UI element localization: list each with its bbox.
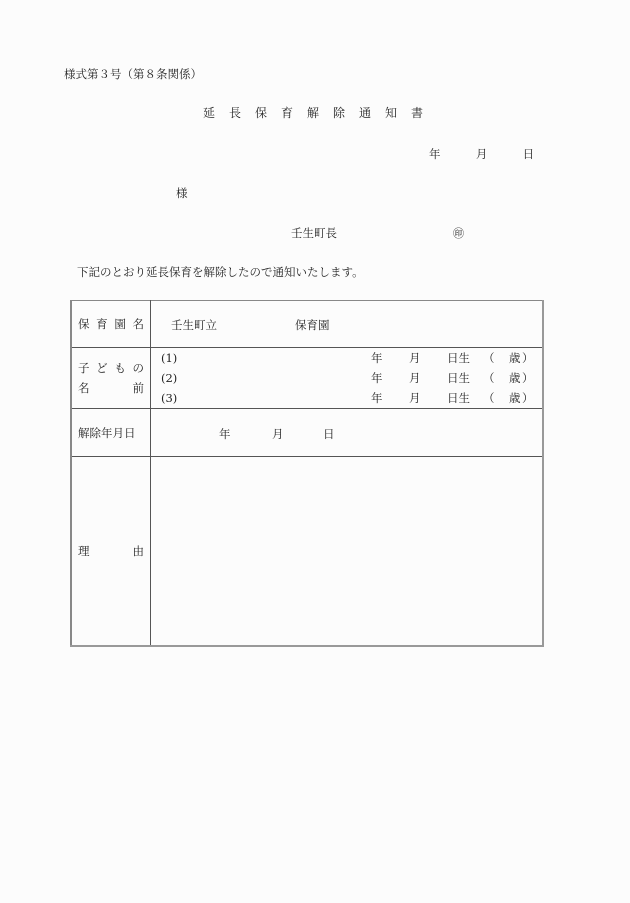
table-row-nursery xyxy=(71,301,543,348)
table-row-reason xyxy=(71,457,543,646)
birth-day: 日生 xyxy=(447,351,470,366)
label-char: も xyxy=(114,361,126,376)
label-char: 名 xyxy=(78,381,90,396)
notice-form-table xyxy=(70,300,544,647)
birth-day: 日生 xyxy=(447,391,470,406)
release-day: 日 xyxy=(323,427,335,442)
reason-field[interactable] xyxy=(151,457,544,646)
label-char: の xyxy=(132,361,144,376)
nursery-name-label xyxy=(71,301,151,348)
age-unit: 歳 xyxy=(509,351,521,366)
label-char: 育 xyxy=(96,317,108,332)
release-date-label-text: 解除年月日 xyxy=(78,425,136,440)
label-char: 前 xyxy=(132,381,144,396)
label-char: 名 xyxy=(132,317,144,332)
label-char: ど xyxy=(96,361,108,376)
child-index: (3) xyxy=(161,391,178,406)
age-unit: 歳 xyxy=(509,391,521,406)
age-open-paren: （ xyxy=(483,391,495,406)
child-index: (2) xyxy=(161,371,178,386)
label-char: 保 xyxy=(78,317,90,332)
label-char: 子 xyxy=(78,361,90,376)
release-year: 年 xyxy=(219,427,231,442)
birth-day: 日生 xyxy=(447,371,470,386)
release-date-field[interactable] xyxy=(151,409,544,457)
child-entry-1[interactable] xyxy=(151,348,542,368)
addressee-honorific: 様 xyxy=(176,186,188,200)
label-char: 園 xyxy=(114,317,126,332)
issue-date-day: 日 xyxy=(522,147,535,161)
release-date-label xyxy=(71,409,151,457)
reason-label xyxy=(71,457,151,646)
age-open-paren: （ xyxy=(483,371,495,386)
birth-year: 年 xyxy=(371,371,383,386)
age-open-paren: （ xyxy=(483,351,495,366)
age-unit: 歳 xyxy=(509,371,521,386)
label-char: 由 xyxy=(132,544,144,559)
table-row-children xyxy=(71,348,543,409)
child-entry-2[interactable] xyxy=(151,368,542,388)
document-title: 延長保育解除通知書 xyxy=(203,106,438,120)
birth-month: 月 xyxy=(409,351,421,366)
notice-body-text: 下記のとおり延長保育を解除したので通知いたします。 xyxy=(77,265,364,279)
birth-year: 年 xyxy=(371,391,383,406)
issuer-name: 壬生町長 xyxy=(291,226,337,240)
issue-date-month: 月 xyxy=(475,147,488,161)
table-row-release-date xyxy=(71,409,543,457)
nursery-name-field[interactable] xyxy=(151,301,544,348)
birth-year: 年 xyxy=(371,351,383,366)
age-close-paren: ） xyxy=(522,371,534,386)
age-close-paren: ） xyxy=(522,391,534,406)
seal-icon: ㊞ xyxy=(453,227,464,240)
child-entry-3[interactable] xyxy=(151,388,542,408)
birth-month: 月 xyxy=(409,391,421,406)
birth-month: 月 xyxy=(409,371,421,386)
release-month: 月 xyxy=(272,427,284,442)
children-field[interactable] xyxy=(151,348,544,409)
issue-date xyxy=(429,146,534,162)
age-close-paren: ） xyxy=(522,351,534,366)
child-index: (1) xyxy=(161,351,178,366)
label-char: 理 xyxy=(78,544,90,559)
nursery-suffix: 保育園 xyxy=(295,318,330,332)
nursery-town-prefix: 壬生町立 xyxy=(171,318,217,332)
form-number: 様式第３号（第８条関係） xyxy=(64,67,202,81)
children-name-label xyxy=(71,348,151,409)
issue-date-year: 年 xyxy=(429,147,441,161)
